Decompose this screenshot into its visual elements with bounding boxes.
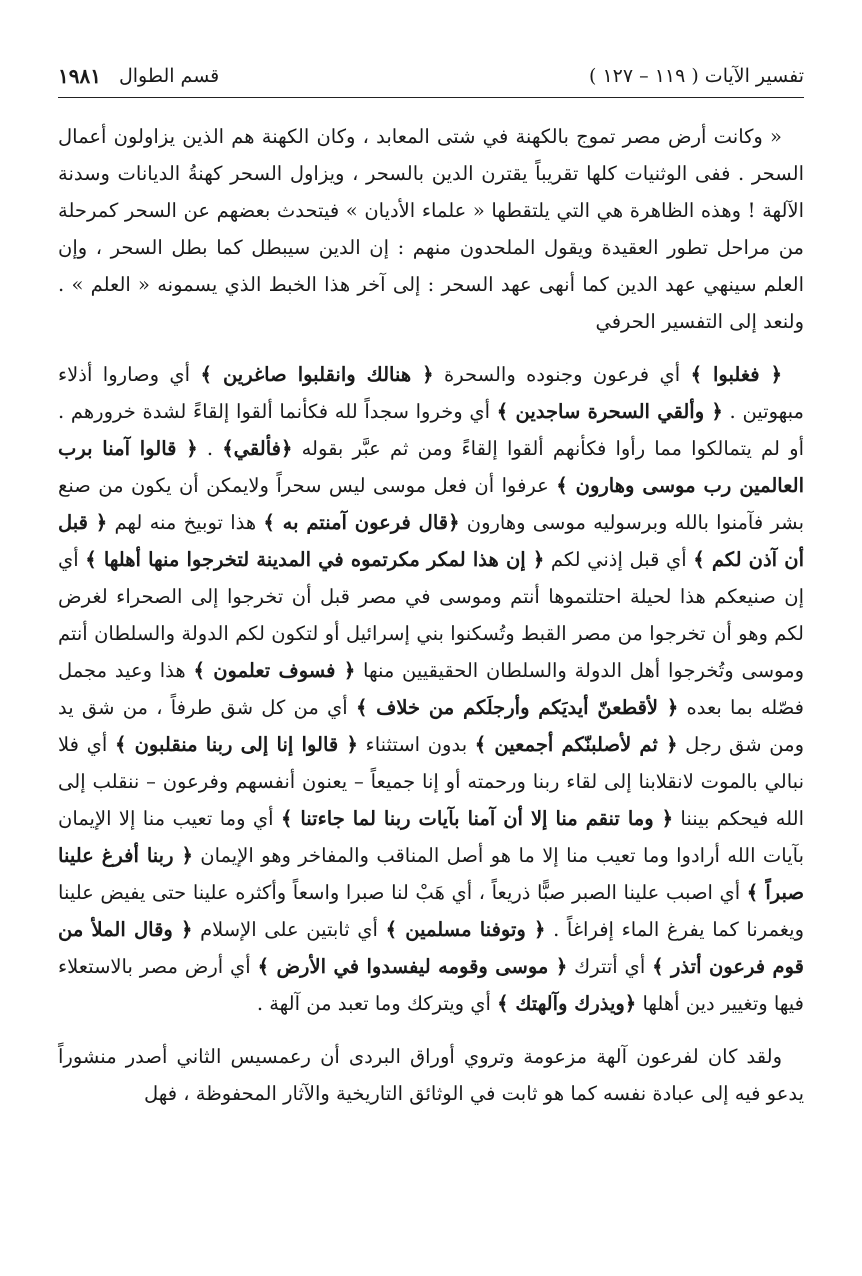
running-header [58, 58, 804, 94]
quran-verse: ﴿ ثم لأصلبنّكم أجمعين ﴾ [474, 733, 678, 756]
quran-verse: ﴿قال فرعون آمنتم به ﴾ [263, 511, 460, 534]
commentary-text: « وكانت أرض مصر تموج بالكهنة في شتى المعابد ، وكان الكهنة هم الذين يزاولون أعمال السحر . ففى الوثنيات كلها تقريباً يقترن الدين بالسحر ، ويزاول السحر كهنةُ الديانات وسدنة الآلهة ! وهذه الظاهرة هي التي يلتقطها « علماء الأديان » فيتحدث بعضهم عن السحر كمرحلة من مراحل تطور العقيدة ويقول الملحدون منهم : إن الدين سيبطل كما بطل السحر ، وإن العلم سينهي عهد الدين كما أنهى عهد السحر : إلى آخر هذا الخبط الذي يسمونه « العلم » . ولنعد إلى التفسير الحرفي [58, 125, 804, 333]
quran-verse: ﴿ لأقطعنّ أيديَكم وأرجلَكم من خلاف ﴾ [355, 696, 679, 719]
quran-verse: ﴿ قبل أن آذن لكم ﴾ [58, 511, 804, 571]
quran-verse: ﴿ وألقي السحرة ساجدين ﴾ [496, 400, 723, 423]
commentary-text: أي فرعون وجنوده والسحرة [433, 363, 691, 386]
commentary-text: أي وصاروا أذلاء مبهوتين . [58, 363, 804, 423]
page-number: ١٩٨١ [58, 64, 101, 88]
quran-verse: ﴿ قالوا إنا إلى ربنا منقلبون ﴾ [114, 733, 358, 756]
commentary-text: هذا وعيد مجمل فصّله بما بعده [58, 659, 804, 719]
paragraph [58, 118, 804, 340]
header-title: تفسير الآيات ( ١١٩ – ١٢٧ ) [589, 65, 804, 87]
commentary-text: أي ثابتين على الإسلام [192, 918, 386, 941]
quran-verse: ﴿ ربنا أفرغ علينا صبراً ﴾ [58, 844, 805, 904]
commentary-text: أي وما تعيب منا إلا الإيمان بآيات الله أرادوا وما تعيب منا إلا ما هو أصل المناقب والمفاخر وهو الإيمان [58, 807, 804, 867]
quran-verse: ﴿ويذرك وآلهتك ﴾ [497, 992, 637, 1015]
commentary-text: أي ويتركك وما تعبد من آلهة . [256, 992, 498, 1015]
commentary-text: . [197, 437, 223, 460]
commentary-text: عرفوا أن فعل موسى ليس سحراً ولايمكن أن يكون من صنع بشر فآمنوا بالله وبرسوليه موسى وهارون [58, 474, 804, 534]
header-section-name: قسم الطوال [118, 65, 220, 87]
paragraph [58, 356, 804, 1022]
quran-verse: ﴿ وما تنقم منا إلا أن آمنا بآيات ربنا لما جاءتنا ﴾ [280, 807, 674, 830]
commentary-text: أي وخروا سجداً لله فكأنما ألقوا إلقاءً لشدة خرورهم . أو لم يتمالكوا مما رأوا فكأنهم ألقوا إلقاءً ومن ثم عبَّر بقوله [58, 400, 804, 460]
quran-verse: ﴿ هنالك وانقلبوا صاغرين ﴾ [200, 363, 434, 386]
commentary-text: أي أتترك [567, 955, 653, 978]
header-rule [58, 97, 804, 98]
commentary-text: أي فلا نبالي بالموت لانقلابنا إلى لقاء ربنا ورحمته أو إنا جميعاً – يعنون أنفسهم وفرعون – ننقلب إلى الله فيحكم بيننا [58, 733, 804, 830]
commentary-text: أي إن صنيعكم هذا لحيلة احتلتموها أنتم وموسى في مصر قبل أن تخرجوا إلى الصحراء لغرض لكم وهو أن تخرجوا من مصر القبط وتُسكنوا بني إسرائيل أو لتكون لكم الدولة والسلطان أنتم وموسى وتُخرجوا أهل الدولة والسلطان الحقيقيين منها [58, 548, 804, 682]
commentary-text: أي اصبب علينا الصبر صبًّا ذريعاً ، أي هَبْ لنا صبرا واسعاً وأكثره علينا حتى يفيض علينا ويغمرنا كما يفرغ الماء إفراغاً . [58, 881, 805, 941]
quran-verse: ﴿ وتوفنا مسلمين ﴾ [385, 918, 546, 941]
quran-verse: ﴿ إن هذا لمكر مكرتموه في المدينة لتخرجوا منها أهلها ﴾ [85, 548, 545, 571]
header-section-group [58, 64, 219, 88]
commentary-text: بدون استثناء [357, 733, 475, 756]
quran-verse: ﴿ فغلبوا ﴾ [690, 363, 782, 386]
quran-verse: ﴿ وقال الملأ من قوم فرعون أتذر ﴾ [58, 918, 804, 978]
quran-verse: ﴿ فسوف تعلمون ﴾ [193, 659, 356, 682]
page-body [58, 118, 804, 1128]
paragraph [58, 1038, 804, 1112]
quran-verse: ﴿ موسى وقومه ليفسدوا في الأرض ﴾ [257, 955, 568, 978]
commentary-text: ولقد كان لفرعون آلهة مزعومة وتروي أوراق البردى أن رعمسيس الثاني أصدر منشوراً يدعو فيه إلى عبادة نفسه كما هو ثابت في الوثائق التاريخية والآثار المحفوظة ، فهل [58, 1045, 804, 1105]
quran-verse: ﴿فألقي﴾ [222, 437, 293, 460]
commentary-text: أي قبل إذني لكم [544, 548, 694, 571]
commentary-text: أي من كل شق طرفاً ، من شق يد ومن شق رجل [58, 696, 804, 756]
commentary-text: أي أرض مصر بالاستعلاء فيها وتغيير دين أهلها [58, 955, 804, 1015]
commentary-text: هذا توبيخ منه لهم [107, 511, 264, 534]
quran-verse: ﴿ قالوا آمنا برب العالمين رب موسى وهارون ﴾ [58, 437, 804, 497]
